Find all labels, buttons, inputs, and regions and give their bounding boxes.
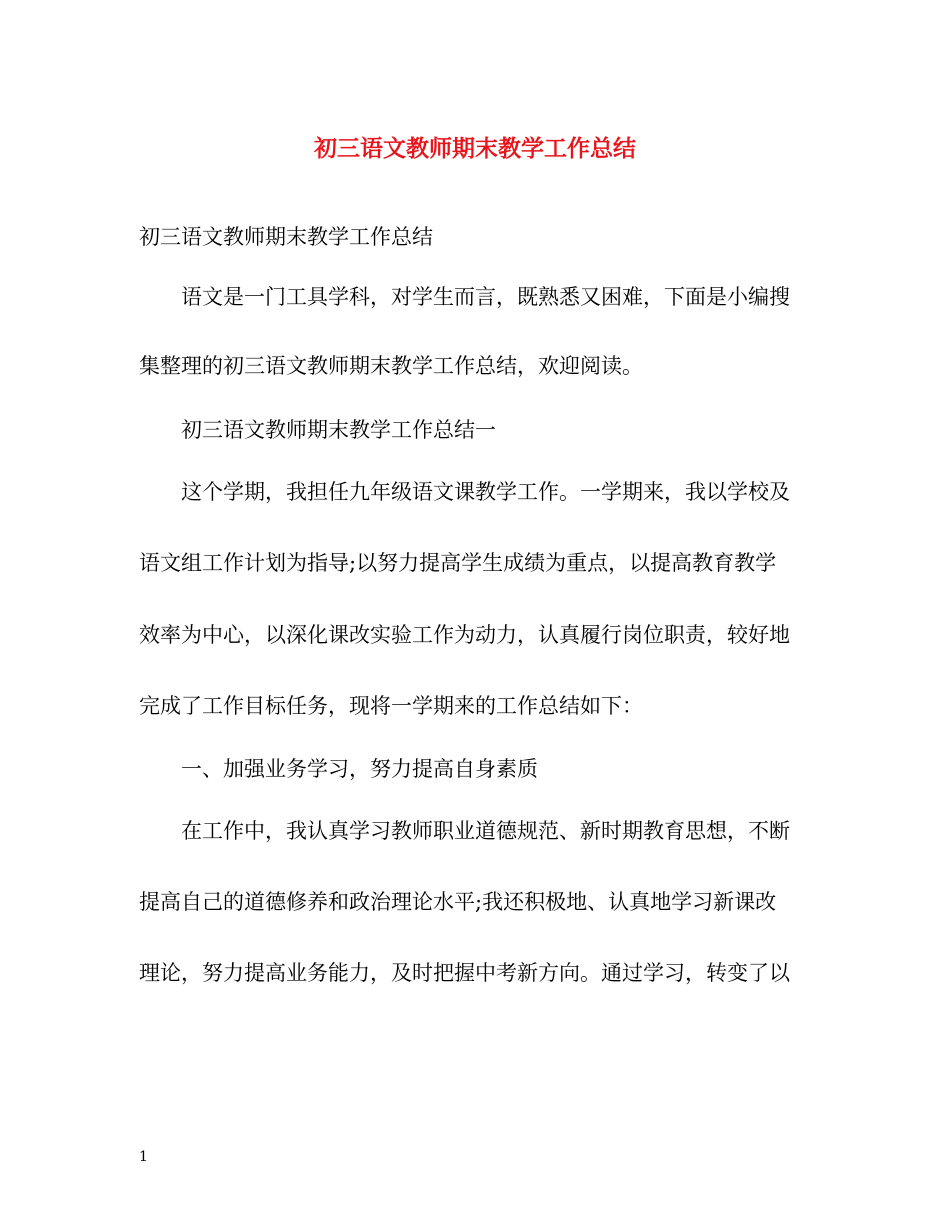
document-title: 初三语文教师期末教学工作总结	[314, 135, 636, 162]
paragraph-line: 效率为中心，以深化课改实验工作为动力，认真履行岗位职责，较好地	[139, 623, 790, 647]
paragraph-line: 语文组工作计划为指导;以努力提高学生成绩为重点，以提高教育教学	[139, 551, 777, 575]
paragraph-line: 这个学期，我担任九年级语文课教学工作。一学期来，我以学校及	[181, 480, 790, 504]
paragraph-line: 完成了工作目标任务，现将一学期来的工作总结如下：	[139, 694, 643, 718]
paragraph-line: 在工作中，我认真学习教师职业道德规范、新时期教育思想，不断	[181, 819, 790, 843]
paragraph-line: 集整理的初三语文教师期末教学工作总结，欢迎阅读。	[139, 354, 643, 378]
paragraph-line: 提高自己的道德修养和政治理论水平;我还积极地、认真地学习新课改	[139, 890, 777, 914]
section-heading: 初三语文教师期末教学工作总结一	[181, 418, 496, 442]
section-heading: 一、加强业务学习，努力提高自身素质	[181, 757, 538, 781]
page-number: 1	[139, 1149, 148, 1165]
paragraph-line: 语文是一门工具学科，对学生而言，既熟悉又困难，下面是小编搜	[181, 285, 790, 309]
subtitle-line: 初三语文教师期末教学工作总结	[139, 225, 433, 249]
paragraph-line: 理论，努力提高业务能力，及时把握中考新方向。通过学习，转变了以	[139, 961, 790, 985]
